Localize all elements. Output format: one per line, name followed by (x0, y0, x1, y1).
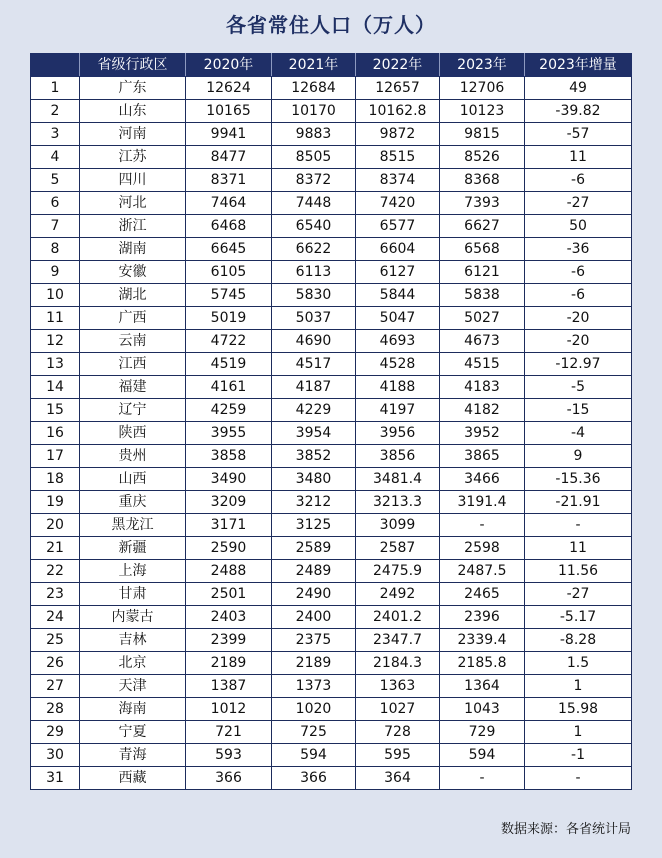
rank-cell: 20 (31, 514, 80, 537)
rank-cell: 28 (31, 698, 80, 721)
pop-2020-cell: 4722 (186, 330, 272, 353)
pop-2022-cell: 364 (356, 767, 440, 790)
rank-cell: 9 (31, 261, 80, 284)
rank-cell: 24 (31, 606, 80, 629)
change-2023-cell: -1 (525, 744, 632, 767)
province-cell: 黑龙江 (80, 514, 186, 537)
rank-cell: 29 (31, 721, 80, 744)
header-2022: 2022年 (356, 54, 440, 77)
table-body (31, 77, 632, 790)
pop-2021-cell: 9883 (272, 123, 356, 146)
pop-2020-cell: 4161 (186, 376, 272, 399)
change-2023-cell: -4 (525, 422, 632, 445)
pop-2022-cell: 6577 (356, 215, 440, 238)
table-row (31, 146, 632, 169)
change-2023-cell: - (525, 514, 632, 537)
province-cell: 贵州 (80, 445, 186, 468)
header-rank (31, 54, 80, 77)
pop-2021-cell: 3212 (272, 491, 356, 514)
pop-2020-cell: 5745 (186, 284, 272, 307)
pop-2023-cell: 3865 (440, 445, 525, 468)
province-cell: 湖北 (80, 284, 186, 307)
pop-2022-cell: 8374 (356, 169, 440, 192)
pop-2020-cell: 2488 (186, 560, 272, 583)
pop-2023-cell: 5838 (440, 284, 525, 307)
change-2023-cell: -6 (525, 284, 632, 307)
change-2023-cell: -5 (525, 376, 632, 399)
pop-2021-cell: 3852 (272, 445, 356, 468)
pop-2021-cell: 4690 (272, 330, 356, 353)
province-cell: 北京 (80, 652, 186, 675)
rank-cell: 7 (31, 215, 80, 238)
pop-2023-cell: 729 (440, 721, 525, 744)
pop-2023-cell: 1364 (440, 675, 525, 698)
pop-2022-cell: 2475.9 (356, 560, 440, 583)
pop-2020-cell: 721 (186, 721, 272, 744)
change-2023-cell: - (525, 767, 632, 790)
pop-2021-cell: 3480 (272, 468, 356, 491)
change-2023-cell: -8.28 (525, 629, 632, 652)
pop-2021-cell: 2400 (272, 606, 356, 629)
pop-2020-cell: 12624 (186, 77, 272, 100)
pop-2022-cell: 8515 (356, 146, 440, 169)
province-cell: 云南 (80, 330, 186, 353)
change-2023-cell: -20 (525, 307, 632, 330)
pop-2021-cell: 6622 (272, 238, 356, 261)
pop-2020-cell: 6645 (186, 238, 272, 261)
pop-2021-cell: 6540 (272, 215, 356, 238)
province-cell: 海南 (80, 698, 186, 721)
rank-cell: 1 (31, 77, 80, 100)
change-2023-cell: -6 (525, 169, 632, 192)
change-2023-cell: 1 (525, 721, 632, 744)
table-row (31, 675, 632, 698)
pop-2020-cell: 3955 (186, 422, 272, 445)
table-row (31, 629, 632, 652)
table-row (31, 169, 632, 192)
pop-2021-cell: 4229 (272, 399, 356, 422)
rank-cell: 30 (31, 744, 80, 767)
pop-2023-cell: 8368 (440, 169, 525, 192)
header-province: 省级行政区 (80, 54, 186, 77)
table-row (31, 468, 632, 491)
table-row (31, 284, 632, 307)
pop-2021-cell: 8505 (272, 146, 356, 169)
rank-cell: 23 (31, 583, 80, 606)
province-cell: 福建 (80, 376, 186, 399)
table-row (31, 399, 632, 422)
pop-2022-cell: 4197 (356, 399, 440, 422)
pop-2022-cell: 2184.3 (356, 652, 440, 675)
table-header-row (31, 54, 632, 77)
change-2023-cell: -27 (525, 583, 632, 606)
pop-2021-cell: 2490 (272, 583, 356, 606)
pop-2022-cell: 728 (356, 721, 440, 744)
pop-2023-cell: 2185.8 (440, 652, 525, 675)
pop-2023-cell: 3191.4 (440, 491, 525, 514)
pop-2020-cell: 3490 (186, 468, 272, 491)
pop-2023-cell: 10123 (440, 100, 525, 123)
pop-2023-cell: 2396 (440, 606, 525, 629)
pop-2023-cell: 4673 (440, 330, 525, 353)
table-row (31, 652, 632, 675)
rank-cell: 10 (31, 284, 80, 307)
table-row (31, 307, 632, 330)
province-cell: 广西 (80, 307, 186, 330)
pop-2021-cell: 5830 (272, 284, 356, 307)
rank-cell: 19 (31, 491, 80, 514)
pop-2021-cell: 2489 (272, 560, 356, 583)
change-2023-cell: -15.36 (525, 468, 632, 491)
change-2023-cell: 11 (525, 146, 632, 169)
pop-2021-cell: 2375 (272, 629, 356, 652)
province-cell: 西藏 (80, 767, 186, 790)
pop-2022-cell: 4528 (356, 353, 440, 376)
pop-2020-cell: 8477 (186, 146, 272, 169)
table-row (31, 77, 632, 100)
change-2023-cell: -20 (525, 330, 632, 353)
pop-2023-cell: 2598 (440, 537, 525, 560)
pop-2020-cell: 1387 (186, 675, 272, 698)
pop-2023-cell: 12706 (440, 77, 525, 100)
change-2023-cell: -36 (525, 238, 632, 261)
table-row (31, 192, 632, 215)
pop-2022-cell: 6604 (356, 238, 440, 261)
pop-2021-cell: 5037 (272, 307, 356, 330)
pop-2023-cell: 8526 (440, 146, 525, 169)
change-2023-cell: 1 (525, 675, 632, 698)
province-cell: 甘肃 (80, 583, 186, 606)
table-row (31, 537, 632, 560)
table-row (31, 376, 632, 399)
table-row (31, 514, 632, 537)
pop-2022-cell: 1363 (356, 675, 440, 698)
change-2023-cell: 9 (525, 445, 632, 468)
pop-2023-cell: 2487.5 (440, 560, 525, 583)
rank-cell: 13 (31, 353, 80, 376)
table-row (31, 606, 632, 629)
pop-2022-cell: 2347.7 (356, 629, 440, 652)
pop-2021-cell: 725 (272, 721, 356, 744)
province-cell: 重庆 (80, 491, 186, 514)
table-row (31, 491, 632, 514)
pop-2020-cell: 6105 (186, 261, 272, 284)
pop-2022-cell: 9872 (356, 123, 440, 146)
pop-2023-cell: 2465 (440, 583, 525, 606)
table-row (31, 353, 632, 376)
province-cell: 山东 (80, 100, 186, 123)
pop-2021-cell: 4517 (272, 353, 356, 376)
pop-2022-cell: 5047 (356, 307, 440, 330)
province-cell: 河南 (80, 123, 186, 146)
pop-2021-cell: 366 (272, 767, 356, 790)
header-2023: 2023年 (440, 54, 525, 77)
pop-2020-cell: 9941 (186, 123, 272, 146)
pop-2022-cell: 6127 (356, 261, 440, 284)
pop-2023-cell: - (440, 514, 525, 537)
pop-2022-cell: 2401.2 (356, 606, 440, 629)
pop-2020-cell: 593 (186, 744, 272, 767)
pop-2022-cell: 3956 (356, 422, 440, 445)
change-2023-cell: 50 (525, 215, 632, 238)
data-source-note: 数据来源：各省统计局 (500, 822, 631, 837)
province-cell: 上海 (80, 560, 186, 583)
table-row (31, 698, 632, 721)
pop-2020-cell: 4519 (186, 353, 272, 376)
change-2023-cell: -12.97 (525, 353, 632, 376)
pop-2023-cell: 5027 (440, 307, 525, 330)
pop-2021-cell: 1373 (272, 675, 356, 698)
table-row (31, 330, 632, 353)
province-cell: 内蒙古 (80, 606, 186, 629)
pop-2023-cell: 594 (440, 744, 525, 767)
rank-cell: 5 (31, 169, 80, 192)
province-cell: 广东 (80, 77, 186, 100)
change-2023-cell: 15.98 (525, 698, 632, 721)
pop-2022-cell: 7420 (356, 192, 440, 215)
table-row (31, 100, 632, 123)
pop-2023-cell: 1043 (440, 698, 525, 721)
rank-cell: 3 (31, 123, 80, 146)
change-2023-cell: -57 (525, 123, 632, 146)
pop-2022-cell: 595 (356, 744, 440, 767)
pop-2020-cell: 7464 (186, 192, 272, 215)
pop-2020-cell: 6468 (186, 215, 272, 238)
pop-2021-cell: 7448 (272, 192, 356, 215)
pop-2022-cell: 2492 (356, 583, 440, 606)
change-2023-cell: 1.5 (525, 652, 632, 675)
pop-2021-cell: 6113 (272, 261, 356, 284)
pop-2022-cell: 5844 (356, 284, 440, 307)
header-2023-change: 2023年增量 (525, 54, 632, 77)
table-row (31, 215, 632, 238)
change-2023-cell: 49 (525, 77, 632, 100)
pop-2021-cell: 3954 (272, 422, 356, 445)
pop-2023-cell: 4183 (440, 376, 525, 399)
rank-cell: 16 (31, 422, 80, 445)
rank-cell: 12 (31, 330, 80, 353)
pop-2023-cell: 6121 (440, 261, 525, 284)
pop-2020-cell: 3858 (186, 445, 272, 468)
table-row (31, 422, 632, 445)
province-cell: 青海 (80, 744, 186, 767)
table-row (31, 721, 632, 744)
pop-2021-cell: 3125 (272, 514, 356, 537)
table-row (31, 123, 632, 146)
table-row (31, 445, 632, 468)
pop-2020-cell: 3171 (186, 514, 272, 537)
province-cell: 河北 (80, 192, 186, 215)
pop-2022-cell: 4188 (356, 376, 440, 399)
rank-cell: 27 (31, 675, 80, 698)
pop-2021-cell: 4187 (272, 376, 356, 399)
pop-2022-cell: 3213.3 (356, 491, 440, 514)
pop-2023-cell: 2339.4 (440, 629, 525, 652)
rank-cell: 4 (31, 146, 80, 169)
change-2023-cell: -6 (525, 261, 632, 284)
province-cell: 浙江 (80, 215, 186, 238)
province-cell: 天津 (80, 675, 186, 698)
population-table (30, 53, 632, 790)
rank-cell: 18 (31, 468, 80, 491)
pop-2021-cell: 1020 (272, 698, 356, 721)
pop-2022-cell: 3099 (356, 514, 440, 537)
rank-cell: 11 (31, 307, 80, 330)
pop-2020-cell: 2189 (186, 652, 272, 675)
pop-2020-cell: 2403 (186, 606, 272, 629)
table-row (31, 261, 632, 284)
rank-cell: 26 (31, 652, 80, 675)
pop-2020-cell: 8371 (186, 169, 272, 192)
province-cell: 陕西 (80, 422, 186, 445)
pop-2023-cell: - (440, 767, 525, 790)
province-cell: 江西 (80, 353, 186, 376)
rank-cell: 15 (31, 399, 80, 422)
province-cell: 吉林 (80, 629, 186, 652)
pop-2020-cell: 2501 (186, 583, 272, 606)
pop-2020-cell: 3209 (186, 491, 272, 514)
rank-cell: 21 (31, 537, 80, 560)
province-cell: 湖南 (80, 238, 186, 261)
rank-cell: 22 (31, 560, 80, 583)
province-cell: 江苏 (80, 146, 186, 169)
pop-2022-cell: 2587 (356, 537, 440, 560)
rank-cell: 8 (31, 238, 80, 261)
pop-2020-cell: 10165 (186, 100, 272, 123)
pop-2022-cell: 10162.8 (356, 100, 440, 123)
province-cell: 辽宁 (80, 399, 186, 422)
rank-cell: 31 (31, 767, 80, 790)
pop-2022-cell: 3856 (356, 445, 440, 468)
pop-2022-cell: 3481.4 (356, 468, 440, 491)
province-cell: 新疆 (80, 537, 186, 560)
pop-2021-cell: 2189 (272, 652, 356, 675)
pop-2023-cell: 6627 (440, 215, 525, 238)
change-2023-cell: -27 (525, 192, 632, 215)
rank-cell: 2 (31, 100, 80, 123)
pop-2020-cell: 1012 (186, 698, 272, 721)
table-row (31, 560, 632, 583)
table-row (31, 583, 632, 606)
pop-2022-cell: 4693 (356, 330, 440, 353)
pop-2020-cell: 366 (186, 767, 272, 790)
change-2023-cell: 11.56 (525, 560, 632, 583)
change-2023-cell: -15 (525, 399, 632, 422)
pop-2021-cell: 2589 (272, 537, 356, 560)
pop-2021-cell: 12684 (272, 77, 356, 100)
province-cell: 四川 (80, 169, 186, 192)
pop-2023-cell: 3952 (440, 422, 525, 445)
table-row (31, 744, 632, 767)
pop-2023-cell: 4515 (440, 353, 525, 376)
province-cell: 安徽 (80, 261, 186, 284)
pop-2023-cell: 9815 (440, 123, 525, 146)
pop-2023-cell: 4182 (440, 399, 525, 422)
pop-2023-cell: 6568 (440, 238, 525, 261)
rank-cell: 17 (31, 445, 80, 468)
header-2021: 2021年 (272, 54, 356, 77)
rank-cell: 6 (31, 192, 80, 215)
province-cell: 山西 (80, 468, 186, 491)
pop-2023-cell: 7393 (440, 192, 525, 215)
table-row (31, 767, 632, 790)
pop-2021-cell: 594 (272, 744, 356, 767)
rank-cell: 25 (31, 629, 80, 652)
pop-2020-cell: 4259 (186, 399, 272, 422)
page-title: 各省常住人口（万人） (226, 13, 436, 37)
change-2023-cell: -5.17 (525, 606, 632, 629)
pop-2021-cell: 8372 (272, 169, 356, 192)
table-row (31, 238, 632, 261)
header-2020: 2020年 (186, 54, 272, 77)
rank-cell: 14 (31, 376, 80, 399)
province-cell: 宁夏 (80, 721, 186, 744)
pop-2020-cell: 2590 (186, 537, 272, 560)
pop-2020-cell: 2399 (186, 629, 272, 652)
change-2023-cell: -21.91 (525, 491, 632, 514)
pop-2023-cell: 3466 (440, 468, 525, 491)
pop-2020-cell: 5019 (186, 307, 272, 330)
change-2023-cell: 11 (525, 537, 632, 560)
pop-2022-cell: 12657 (356, 77, 440, 100)
pop-2021-cell: 10170 (272, 100, 356, 123)
change-2023-cell: -39.82 (525, 100, 632, 123)
pop-2022-cell: 1027 (356, 698, 440, 721)
